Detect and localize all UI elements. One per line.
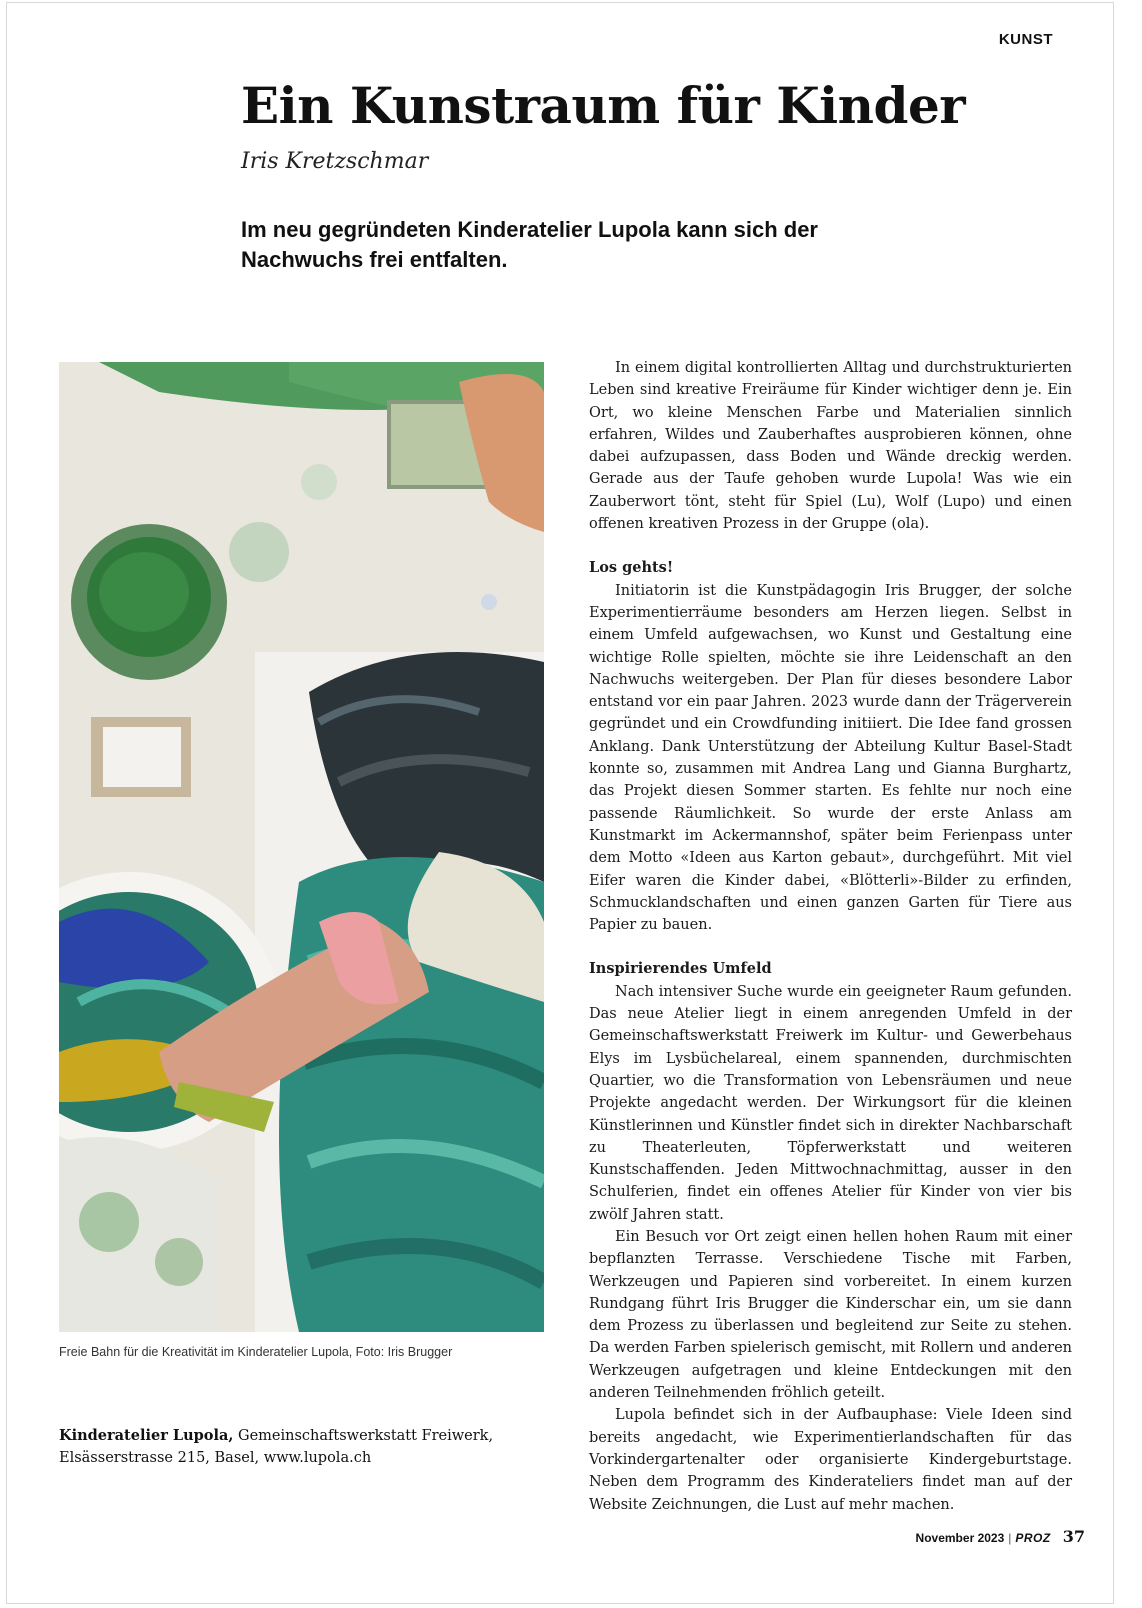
footer-date: November 2023 xyxy=(915,1531,1005,1545)
magazine-page xyxy=(6,2,1114,1604)
body-paragraph: Lupola befindet sich in der Aufbauphase: Viele Ideen sind bereits angedacht, wie Experimentierlandschaften für das Vorkindergartenalter oder organisierte Kindergeburtstage. Neben dem Programm des Kinderateliers findet man auf der Website Zeichnungen, die Lust auf mehr machen. xyxy=(589,1407,1072,1513)
subhead-umfeld: Inspirierendes Umfeld xyxy=(589,960,772,978)
painting-photo-illustration xyxy=(59,362,544,1332)
page-number: 37 xyxy=(1062,1527,1085,1546)
footer-brand-logo: PROZ xyxy=(1015,1531,1051,1545)
article-title: Ein Kunstraum für Kinder xyxy=(241,76,966,135)
body-paragraph: Ein Besuch vor Ort zeigt einen hellen hohen Raum mit einer bepflanzten Terrasse. Verschiedene Tische mit Farben, Werkzeugen und Papieren sind vorbereitet. In einem kurzen Rundgang führt Iris Brugger die Kinderschar ein, um sie dann dem Prozess zu überlassen und begleitend zur Seite zu stehen. Da werden Farben spielerisch gemischt, mit Rollern und anderen Werkzeugen aufgetragen und kleine Entdeckungen mit den anderen Teilnehmenden fröhlich geteilt. xyxy=(589,1228,1072,1402)
body-paragraph: Nach intensiver Suche wurde ein geeigneter Raum gefunden. Das neue Atelier liegt in einem anregenden Umfeld in der Gemeinschaftswerkstatt Freiwerk im Kultur- und Gewerbehaus Elys im Lysbüchelareal, einem spannenden, durchmischten Quartier, wo die Transformation von Lebensräumen und neue Projekte angedacht werden. Der Wirkungsort für die kleinen Künstlerinnen und Künstler findet sich in direkter Nachbarschaft zu Theaterleuten, Töpferwerkstatt und weiteren Kunstschaffenden. Jeden Mittwochnachmittag, ausser in den Schulferien, findet ein offenes Atelier für Kinder von vier bis zwölf Jahren statt. xyxy=(589,983,1072,1223)
subhead-los-gehts: Los gehts! xyxy=(589,559,674,577)
article-author: Iris Kretzschmar xyxy=(241,149,429,174)
article-photo xyxy=(59,362,544,1332)
body-paragraph: Initiatorin ist die Kunstpädagogin Iris Brugger, der solche Experimentierräume besonders am Herzen liegen. Selbst in einem Umfeld aufgewachsen, wo Kunst und Gestaltung eine wichtige Rolle spielten, möchte sie ihre Leidenschaft an den Nachwuchs weitergeben. Der Plan für dieses besondere Labor entstand vor ein paar Jahren. 2023 wurde dann der Trägerverein gegründet und ein Crowdfunding initiiert. Die Idee fand grossen Anklang. Dank Unterstützung der Abteilung Kultur Basel-Stadt konnte so, zusammen mit Andrea Lang und Gianna Burghartz, das Projekt diesen Sommer starten. Es fehlte nur noch eine passende Räumlichkeit. So wurde der erste Anlass am Kunstmarkt im Ackermannshof, später beim Ferienpass unter dem Motto «Ideen aus Karton gebaut», durchgeführt. Mit viel Eifer waren die Kinder dabei, «Blötterli»-Bilder zu erfinden, Schmucklandschaften und einen ganzen Garten für Tiere aus Papier zu bauen. xyxy=(589,582,1072,934)
info-box xyxy=(59,1425,529,1469)
body-paragraph: In einem digital kontrollierten Alltag und durchstrukturierten Leben sind kreative Freiräume für Kinder wichtiger denn je. Ein Ort, wo kleine Menschen Farbe und Materialien sinnlich erfahren, Wildes und Zauberhaftes ausprobieren können, ohne dabei aufzupassen, dass Boden und Wände dreckig werden. Gerade aus der Taufe gehoben wurde Lupola! Was wie ein Zauberwort tönt, steht für Spiel (Lu), Wolf (Lupo) und einen offenen kreativen Prozess in der Gruppe (ola). xyxy=(589,360,1072,533)
footer-separator: | xyxy=(1008,1531,1012,1545)
article-lead: Im neu gegründeten Kinderatelier Lupola kann sich der Nachwuchs frei entfalten. xyxy=(241,217,818,272)
section-label: KUNST xyxy=(998,31,1053,48)
page-footer xyxy=(916,1527,1085,1546)
photo-caption: Freie Bahn für die Kreativität im Kinderatelier Lupola, Foto: Iris Brugger xyxy=(59,1345,453,1359)
article-body xyxy=(589,357,1072,1516)
info-line1: Gemeinschaftswerkstatt Freiwerk, xyxy=(233,1428,494,1444)
info-line2: Elsässerstrasse 215, Basel, www.lupola.ch xyxy=(59,1450,372,1466)
info-name: Kinderatelier Lupola, xyxy=(59,1427,234,1444)
